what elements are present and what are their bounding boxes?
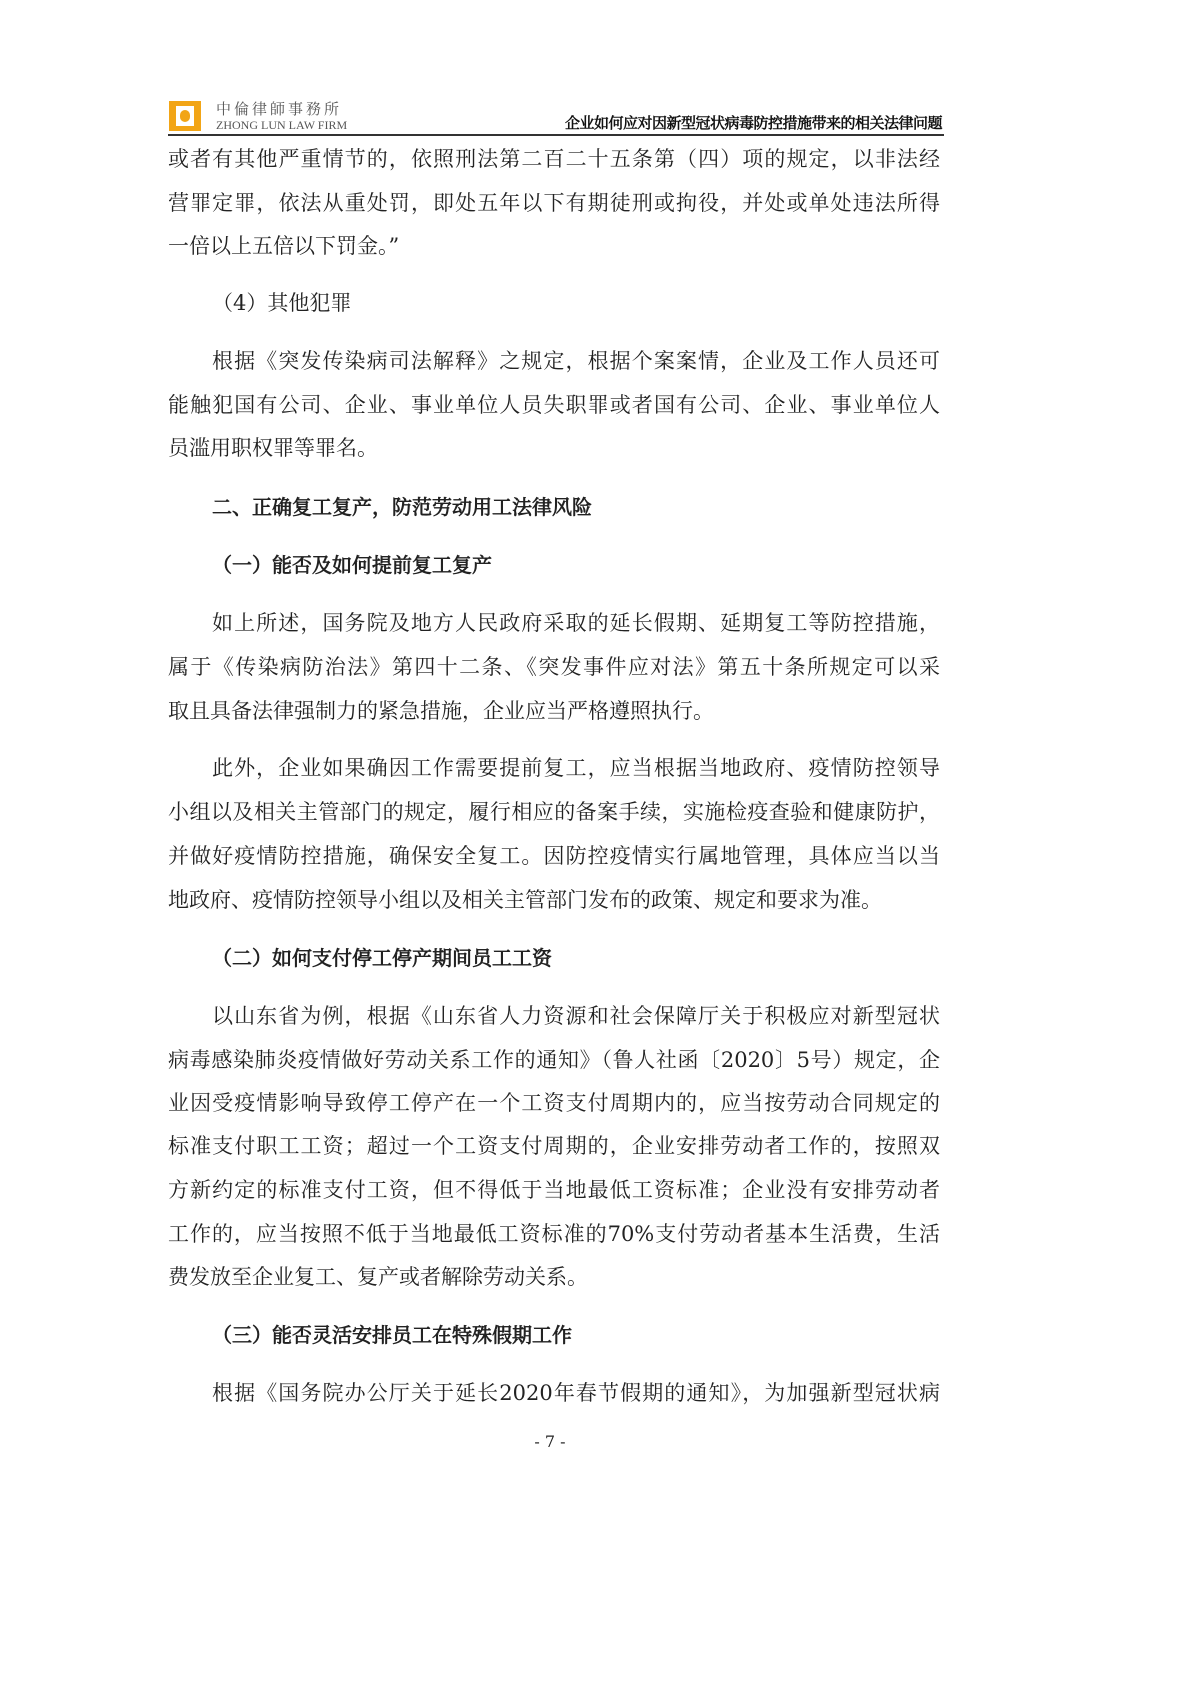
- text-line: （4）其他犯罪: [212, 291, 352, 315]
- page-number: - 7 -: [534, 1432, 566, 1451]
- text-line: 并做好疫情防控措施，确保安全复工。因防控疫情实行属地管理，具体应当以当: [168, 844, 940, 868]
- text-line: 方新约定的标准支付工资，但不得低于当地最低工资标准；企业没有安排劳动者: [168, 1178, 940, 1202]
- text-line: 员滥用职权罪等罪名。: [168, 436, 378, 460]
- firm-name-cn: 中倫律師事務所: [216, 100, 343, 118]
- section-heading: （三）能否灵活安排员工在特殊假期工作: [212, 1323, 572, 1347]
- firm-logo-icon: [168, 100, 202, 132]
- text-line: 能触犯国有公司、企业、事业单位人员失职罪或者国有公司、企业、事业单位人: [168, 393, 940, 417]
- text-line: 营罪定罪，依法从重处罚，即处五年以下有期徒刑或拘役，并处或单处违法所得: [168, 191, 940, 215]
- text-line: 或者有其他严重情节的，依照刑法第二百二十五条第（四）项的规定，以非法经: [168, 147, 940, 171]
- text-line: 根据《突发传染病司法解释》之规定，根据个案案情，企业及工作人员还可: [212, 349, 940, 373]
- text-line: 标准支付职工工资；超过一个工资支付周期的，企业安排劳动者工作的，按照双: [168, 1134, 940, 1158]
- text-line: 业因受疫情影响导致停工停产在一个工资支付周期内的，应当按劳动合同规定的: [168, 1091, 940, 1115]
- text-line: 以山东省为例，根据《山东省人力资源和社会保障厅关于积极应对新型冠状: [212, 1004, 940, 1028]
- text-line: 根据《国务院办公厅关于延长2020年春节假期的通知》，为加强新型冠状病: [212, 1381, 940, 1405]
- text-line: 取且具备法律强制力的紧急措施，企业应当严格遵照执行。: [168, 699, 714, 723]
- text-line: 费发放至企业复工、复产或者解除劳动关系。: [168, 1265, 588, 1289]
- text-line: 小组以及相关主管部门的规定，履行相应的备案手续，实施检疫查验和健康防护，: [168, 800, 940, 824]
- text-line: 工作的，应当按照不低于当地最低工资标准的70%支付劳动者基本生活费，生活: [168, 1222, 940, 1246]
- page-header: [168, 98, 944, 136]
- text-line: 一倍以上五倍以下罚金。”: [168, 234, 400, 258]
- section-heading: （二）如何支付停工停产期间员工工资: [212, 946, 552, 970]
- section-heading: （一）能否及如何提前复工复产: [212, 553, 492, 577]
- text-line: 属于《传染病防治法》第四十二条、《突发事件应对法》第五十条所规定可以采: [168, 655, 940, 679]
- text-line: 地政府、疫情防控领导小组以及相关主管部门发布的政策、规定和要求为准。: [168, 888, 882, 912]
- text-line: 病毒感染肺炎疫情做好劳动关系工作的通知》（鲁人社函〔2020〕5号）规定，企: [168, 1048, 940, 1072]
- document-title: 企业如何应对因新型冠状病毒防控措施带来的相关法律问题: [564, 114, 942, 132]
- section-heading: 二、正确复工复产，防范劳动用工法律风险: [212, 495, 592, 519]
- text-line: 此外，企业如果确因工作需要提前复工，应当根据当地政府、疫情防控领导: [212, 756, 940, 780]
- text-line: 如上所述，国务院及地方人民政府采取的延长假期、延期复工等防控措施，: [212, 611, 940, 635]
- firm-name-en: ZHONG LUN LAW FIRM: [216, 118, 348, 132]
